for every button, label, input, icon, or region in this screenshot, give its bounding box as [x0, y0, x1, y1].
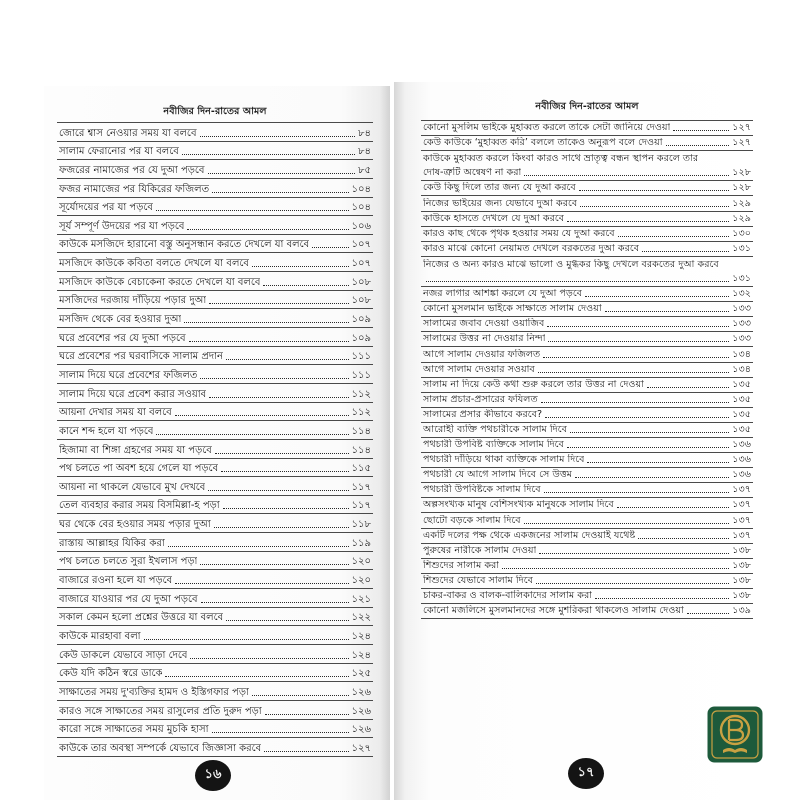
toc-entry-page: ১৩৩	[732, 303, 751, 315]
toc-entry	[57, 477, 373, 496]
dot-leader	[209, 303, 348, 304]
toc-entry-page: ১৩৬	[732, 469, 751, 481]
toc-entry	[421, 196, 753, 211]
dot-leader	[215, 453, 349, 454]
toc-entry-page: ১১২	[351, 388, 371, 400]
dot-leader	[548, 341, 729, 342]
toc-entry-title: দোষ-ত্রুটি অন্বেষণ না করা	[423, 167, 522, 179]
toc-entry	[57, 608, 373, 627]
toc-entry-page: ১৩৮	[732, 544, 751, 556]
toc-entry-page: ৮৫	[358, 164, 371, 176]
toc-entry-page: ১২০	[351, 575, 371, 587]
toc-entry-title: তেল ব্যবহার করার সময় বিসমিল্লা-হ পড়া	[59, 500, 220, 512]
publisher-emblem-icon	[707, 706, 763, 763]
dot-leader	[543, 357, 729, 358]
toc-entry-title: কেউ ডাকলে যেভাবে সাড়া দেবে	[59, 649, 188, 661]
toc-entry-title: মসজিদে কাউকে কবিতা বলতে দেখলে যা বলবে	[59, 258, 249, 270]
toc-entry-title: আয়না না থাকলে যেভাবে মুখ দেখবে	[59, 481, 206, 493]
dot-leader	[264, 751, 348, 752]
toc-entry-title: বাজারে যাওয়ার পর যে দুআ পড়বে	[59, 593, 198, 605]
dot-leader	[221, 471, 348, 472]
toc-entry	[57, 682, 373, 701]
dot-leader	[524, 175, 729, 176]
dot-leader	[226, 359, 349, 360]
toc-entry	[57, 720, 373, 739]
toc-entry	[57, 626, 373, 645]
dot-leader	[575, 477, 729, 478]
dot-leader	[263, 285, 348, 286]
dot-leader	[524, 523, 730, 524]
toc-entry-title: সালাম প্রচার-প্রসারের ফযিলত	[423, 393, 538, 405]
toc-entry-page: ১১৯	[351, 537, 371, 549]
toc-entry-title: কারও মাঝে কোনো নেয়ামত দেখলে বরকতের দুআ করবে	[423, 242, 640, 254]
toc-entry-page: ১১৭	[351, 481, 371, 493]
toc-entry	[57, 160, 373, 179]
toc-entry-title: কোনো মুসলমান ভাইকে সাক্ষাতে সালাম দেওয়া	[423, 303, 602, 315]
toc-entry-title: ছোটো বড়কে সালাম দিবে	[423, 514, 521, 526]
dot-leader	[579, 190, 730, 191]
dot-leader	[539, 553, 729, 554]
dot-leader	[209, 397, 348, 398]
toc-entry	[57, 440, 373, 459]
toc-entry-page: ১২৮	[732, 182, 751, 194]
toc-entry	[57, 253, 373, 272]
toc-entry-page: ১০৮	[351, 276, 371, 288]
toc-entry-title: সালাম দিয়ে ঘরে প্রবেশ করার সওয়াব	[59, 388, 207, 400]
dot-leader	[585, 296, 729, 297]
toc-entry	[57, 496, 373, 515]
toc-entry	[421, 438, 753, 453]
dot-leader	[587, 462, 729, 463]
toc-entry-page: ১৩০	[732, 227, 751, 239]
toc-entry-title: নজর লাগার আশঙ্কা করলে যে দুআ পড়বে	[423, 288, 583, 300]
toc-entry-page: ১১২	[351, 407, 371, 419]
toc-entry-title: ফজর নামাজের পর যিকিরের ফজিলত	[59, 183, 210, 195]
toc-entry-page: ১২৬	[351, 724, 371, 736]
dot-leader	[538, 372, 730, 373]
toc-entry-title: পথ চলতে চলতে সুরা ইখলাস পড়া	[59, 556, 198, 568]
toc-entry-title: হিজামা বা শিঙ্গা গ্রহণের সময় যা পড়বে	[59, 444, 212, 456]
toc-entry-page: ১০৯	[351, 332, 371, 344]
dot-leader	[595, 598, 729, 599]
toc-entry-page: ১৩৫	[732, 408, 751, 420]
dot-leader	[200, 378, 348, 379]
toc-entry	[421, 498, 753, 513]
toc-entry-page: ১৩২	[732, 288, 751, 300]
toc-entry-page: ১০৪	[351, 183, 371, 195]
toc-entry	[57, 198, 373, 217]
toc-entry-title: সালামের উত্তর না দেওয়ার নিন্দা	[423, 333, 546, 345]
toc-entry	[421, 242, 753, 257]
toc-entry-title: সালামের প্রসার কীভাবে করবে?	[423, 408, 543, 420]
toc-entry-title: আয়না দেখার সময় যা বলবে	[59, 407, 172, 419]
toc-entry-title: শিশুদের যেভাবে সালাম দিবে	[423, 574, 533, 586]
toc-entry-title: কাউকে মসজিদে হারানো বস্তু অনুসন্ধান করতে দেখলে যা বলবে	[59, 239, 310, 251]
toc-entry	[421, 332, 753, 347]
toc-entry-title: কাউকে মুহাব্বত করলে কিংবা কারও সাথে ভ্রাতৃত্ব বন্ধন স্থাপন করলে তার	[423, 153, 699, 165]
toc-entry	[421, 544, 753, 559]
dot-leader	[175, 583, 348, 584]
toc-entry-title: মসজিদে কাউকে বেচাকেনা করতে দেখলে যা বলবে	[59, 276, 261, 288]
dot-leader	[187, 229, 348, 230]
dot-leader	[252, 695, 349, 696]
toc-entry	[57, 235, 373, 254]
page-number-badge: ১৭	[568, 758, 604, 789]
toc-entry-title: পথচারী উপবিষ্ট ব্যক্তিকে সালাম দিবে	[423, 439, 564, 451]
toc-entry-page: ১৩৯	[732, 605, 751, 617]
toc-entry-page: ১৩৬	[732, 454, 751, 466]
toc-entry	[421, 483, 753, 498]
dot-leader	[214, 527, 349, 528]
toc-entry-page: ১২৫	[351, 668, 371, 680]
toc-entry-title: কেউ যদি কঠিন স্বরে ডাকে	[59, 668, 163, 680]
dot-leader	[605, 311, 730, 312]
toc-entry	[421, 393, 753, 408]
toc-entry-title: সকাল কেমন হলো প্রশ্নের উত্তরে যা বলবে	[59, 612, 224, 624]
toc-entry	[421, 317, 753, 332]
dot-leader	[647, 387, 729, 388]
toc-entry-title: নিজের ও অন্য কারও মাঝে ভালো ও মুগ্ধকর কিছু দেখলে বরকতের দুআ করবে	[423, 258, 719, 270]
dot-leader	[208, 490, 348, 491]
toc-entry-page: ১২২	[351, 612, 371, 624]
dot-leader	[208, 173, 356, 174]
dot-leader	[212, 192, 348, 193]
toc-entry-title: কোনো মুসলিম ভাইকে মুহাব্বত করলে তাকে সেটা জানিয়ে দেওয়া	[423, 122, 671, 134]
toc-entry-title: সালাম দিয়ে ঘরে প্রবেশের ফজিলত	[59, 369, 198, 381]
toc-entry-title: কারো সঙ্গে সাক্ষাতের সময় মুচকি হাসা	[59, 724, 209, 736]
toc-entry	[57, 645, 373, 664]
toc-entry-title: পথচারী যে আগে সালাম দিবে সে উত্তম	[423, 469, 573, 481]
toc-entry-page: ১৩৬	[732, 439, 751, 451]
toc-entry-title: আরোহী ব্যক্তি পথচারীকে সালাম দিবে	[423, 423, 567, 435]
publisher-logo	[707, 706, 763, 763]
dot-leader	[252, 266, 349, 267]
toc-entry-title: কোনো মজলিসে মুসলমানদের সঙ্গে মুশরিকরা থাকলেও সালাম দেওয়া	[423, 605, 684, 617]
dot-leader	[182, 154, 355, 155]
toc-entry-page: ১১৪	[351, 444, 371, 456]
toc-entry-title: পুরুষের নারীকে সালাম দেওয়া	[423, 544, 537, 556]
toc-entry	[57, 272, 373, 291]
toc-entry-page: ১০৮	[351, 295, 371, 307]
toc-entry-title: কানে শব্দ হলে যা পড়বে	[59, 425, 154, 437]
toc-entry-title: ঘর থেকে বের হওয়ার সময় পড়ার দুআ	[59, 519, 211, 531]
toc-entry-page: ১২৬	[351, 686, 371, 698]
toc-entry-title: রাস্তায় আল্লাহর যিকির করা	[59, 537, 165, 549]
dot-leader	[617, 507, 730, 508]
dot-leader	[567, 447, 729, 448]
dot-leader	[547, 326, 729, 327]
toc-entry	[421, 574, 753, 589]
table-of-contents-list	[57, 122, 373, 757]
toc-entry-continued	[421, 151, 753, 166]
toc-entry	[421, 468, 753, 483]
left-page	[44, 86, 390, 800]
toc-entry-title: মসজিদের দরজায় দাঁড়িয়ে পড়ার দুআ	[59, 295, 207, 307]
toc-entry-title: নিজের ভাইয়ের জন্য যেভাবে দুআ করবে	[423, 197, 578, 209]
toc-entry	[421, 423, 753, 438]
toc-entry-title: একটি দলের পক্ষ থেকে একজনের সালাম দেওয়াই যথেষ্ট	[423, 529, 636, 541]
toc-entry	[421, 302, 753, 317]
dot-leader	[144, 639, 349, 640]
dot-leader	[156, 210, 349, 211]
toc-entry-page: ১০৪	[351, 202, 371, 214]
toc-entry-page: ১৩৮	[732, 574, 751, 586]
toc-entry-page: ১১৭	[351, 500, 371, 512]
toc-entry-title: মসজিদ থেকে বের হওয়ার দুআ	[59, 314, 182, 326]
toc-entry-page: ১২৯	[732, 197, 751, 209]
dot-leader	[156, 434, 348, 435]
toc-entry-title: কাউকে মারহাবা বলা	[59, 630, 141, 642]
toc-entry-page: ১৩১	[732, 273, 751, 285]
toc-entry-page: ১১১	[351, 351, 371, 363]
toc-entry-title: জোরে শ্বাস নেওয়ার সময় যা বলবে	[59, 127, 197, 139]
toc-entry-title: সূর্য সম্পূর্ণ উদয়ের পর যা পড়বে	[59, 220, 185, 232]
toc-entry	[57, 216, 373, 235]
toc-entry-title: শিশুদের সালাম করা	[423, 559, 500, 571]
toc-entry	[421, 287, 753, 302]
toc-entry-page: ১০৭	[351, 239, 371, 251]
toc-entry	[421, 181, 753, 196]
toc-entry-title: কাউকে হাসতে দেখলে যে দুআ করবে	[423, 212, 565, 224]
toc-entry-title: ফজরের নামাজের পর যে দুআ পড়বে	[59, 164, 205, 176]
toc-entry-continued	[421, 257, 753, 272]
dot-leader	[536, 583, 729, 584]
dot-leader	[168, 546, 349, 547]
dot-leader	[687, 613, 729, 614]
toc-entry	[421, 212, 753, 227]
toc-entry-page: ১৩৭	[732, 514, 751, 526]
running-head: নবীজির দিন-রাতের আমল	[535, 101, 639, 112]
toc-entry	[57, 328, 373, 347]
toc-entry	[57, 533, 373, 552]
dot-leader	[567, 221, 729, 222]
toc-entry-title: কারও সঙ্গে সাক্ষাতের সময় রাসুলের প্রতি দুরুদ পড়া	[59, 705, 262, 717]
toc-entry-page: ১২৭	[351, 742, 371, 754]
toc-entry-title: চাকর-বাকর ও বালক-বালিকাদের সালাম করা	[423, 590, 593, 601]
toc-entry-title: সালাম ফেরানোর পর যা বলবে	[59, 146, 179, 158]
dot-leader	[570, 432, 729, 433]
toc-entry-page: ১৩৩	[732, 333, 751, 345]
toc-entry-page: ১১৫	[351, 463, 371, 475]
dot-leader	[175, 415, 349, 416]
toc-entry-title: পথচারী দাঁড়িয়ে থাকা ব্যক্তিকে সালাম দিবে	[423, 454, 585, 466]
toc-entry-title: কেউ কাউকে ‘মুহাব্বত করি’ বললে তাকেও অনুরূপ বলে দেওয়া	[423, 137, 663, 149]
toc-entry	[57, 179, 373, 198]
dot-leader	[165, 676, 348, 677]
toc-entry	[57, 421, 373, 440]
toc-entry-title: পথচারী উপবিষ্টকে সালাম দিবে	[423, 484, 541, 496]
toc-entry	[421, 136, 753, 151]
toc-entry	[421, 513, 753, 528]
dot-leader	[618, 236, 730, 237]
dot-leader	[544, 492, 730, 493]
dot-leader	[212, 732, 349, 733]
toc-entry	[421, 227, 753, 242]
toc-entry-page: ১১৪	[351, 425, 371, 437]
toc-entry-page: ১০৭	[351, 258, 371, 270]
toc-entry-page: ১১১	[351, 369, 371, 381]
toc-entry-page: ১২৪	[351, 649, 371, 661]
toc-entry	[421, 589, 753, 604]
toc-entry	[57, 552, 373, 571]
toc-entry-page: ১৩৭	[732, 499, 751, 511]
dot-leader	[200, 136, 355, 137]
toc-entry	[57, 459, 373, 478]
dot-leader	[190, 658, 348, 659]
toc-entry-page: ১৩৩	[732, 318, 751, 330]
dot-leader	[642, 251, 729, 252]
toc-entry-page: ১৩৭	[732, 484, 751, 496]
toc-entry	[57, 664, 373, 683]
toc-entry-page: ১২৬	[351, 705, 371, 717]
toc-entry-page: ১৩৮	[732, 590, 751, 601]
toc-entry-title: বাজারে রওনা হলে যা পড়বে	[59, 575, 173, 587]
toc-entry-title: সালাম না দিয়ে কেউ কথা শুরু করলে তার উত্তর না দেওয়া	[423, 378, 644, 390]
toc-entry	[421, 378, 753, 393]
toc-entry-title: কেউ কিছু দিলে তার জন্য যে দুআ করবে	[423, 182, 576, 194]
toc-entry-page: ১৩৫	[732, 378, 751, 390]
toc-entry-page: ১৩৫	[732, 423, 751, 435]
toc-entry-page: ১৩৪	[732, 363, 751, 375]
toc-entry-title: কাউকে তার অবস্থা সম্পর্কে যেভাবে জিজ্ঞাসা করবে	[59, 742, 262, 754]
toc-entry	[421, 363, 753, 378]
toc-entry	[421, 559, 753, 574]
toc-entry-page: ১২৭	[732, 137, 751, 149]
toc-entry	[421, 272, 753, 287]
toc-entry-title: পথ চলতে পা অবশ হয়ে গেলে যা পড়বে	[59, 463, 219, 475]
toc-entry	[57, 309, 373, 328]
toc-entry	[57, 365, 373, 384]
toc-entry-title: সাক্ষাতের সময় দু'ব্যক্তির হামদ ও ইস্তিগফার পড়া	[59, 686, 249, 698]
toc-entry-page: ১২১	[351, 593, 371, 605]
toc-entry-title: অল্পসংখ্যক মানুষ বেশিসংখ্যক মানুষকে সালাম দিবে	[423, 499, 614, 511]
toc-entry	[57, 738, 373, 757]
toc-entry-title: ঘরে প্রবেশের পর ঘরবাসিকে সালাম প্রদান	[59, 351, 223, 363]
dot-leader	[312, 247, 348, 248]
toc-entry	[57, 291, 373, 310]
toc-entry-page: ১২৪	[351, 630, 371, 642]
toc-entry-title: আগে সালাম দেওয়ার ফজিলত	[423, 348, 541, 360]
toc-entry	[421, 408, 753, 423]
toc-entry	[57, 570, 373, 589]
toc-entry	[57, 589, 373, 608]
toc-entry	[421, 604, 753, 619]
toc-entry-title: সূর্যোদয়ের পর যা পড়বে	[59, 202, 153, 214]
toc-entry-title: ঘরে প্রবেশের পর যে দুআ পড়বে	[59, 332, 186, 344]
toc-entry	[421, 166, 753, 181]
toc-entry	[421, 121, 753, 136]
toc-entry-page: ১৩৭	[732, 529, 751, 541]
toc-entry	[421, 529, 753, 544]
toc-entry-page: ৮৪	[358, 127, 371, 139]
dot-leader	[189, 341, 349, 342]
toc-entry	[57, 403, 373, 422]
toc-entry	[57, 347, 373, 366]
right-page	[394, 82, 764, 800]
dot-leader	[265, 714, 349, 715]
toc-entry	[421, 347, 753, 362]
toc-entry-page: ১১৮	[351, 519, 371, 531]
dot-leader	[226, 620, 348, 621]
dot-leader	[545, 417, 729, 418]
toc-entry	[57, 142, 373, 161]
dot-leader	[426, 281, 729, 282]
toc-entry-page: ১৩৪	[732, 348, 751, 360]
toc-entry-page: ১৩১	[732, 242, 751, 254]
toc-entry-page: ১২০	[351, 556, 371, 568]
running-head: নবীজির দিন-রাতের আমল	[163, 106, 267, 117]
toc-entry-page: ১০৬	[351, 220, 371, 232]
dot-leader	[223, 508, 349, 509]
toc-entry	[421, 453, 753, 468]
toc-entry-page: ১৩৫	[732, 393, 751, 405]
dot-leader	[184, 322, 348, 323]
dot-leader	[502, 568, 729, 569]
page-number-badge: ১৬	[195, 760, 231, 791]
toc-entry-page: ৮৪	[358, 146, 371, 158]
table-of-contents-list	[421, 120, 753, 619]
toc-entry-title: সালামের জবাব দেওয়া ওয়াজিব	[423, 318, 545, 330]
dot-leader	[673, 130, 729, 131]
toc-entry	[57, 384, 373, 403]
toc-entry-page: ১০৯	[351, 314, 371, 326]
toc-entry-page: ১২৭	[732, 122, 751, 134]
toc-entry	[57, 701, 373, 720]
toc-entry-title: আগে সালাম দেওয়ার সওয়াব	[423, 363, 535, 375]
toc-entry-page: ১২৮	[732, 167, 751, 179]
dot-leader	[580, 206, 729, 207]
dot-leader	[541, 402, 730, 403]
toc-entry	[57, 123, 373, 142]
toc-entry-page: ১৩৮	[732, 559, 751, 571]
dot-leader	[201, 602, 349, 603]
toc-entry-title: কারও কাছ থেকে পৃথক হওয়ার সময় যে দুআ করবে	[423, 227, 615, 239]
dot-leader	[638, 538, 729, 539]
dot-leader	[666, 145, 730, 146]
toc-entry-page: ১২৯	[732, 212, 751, 224]
toc-entry	[57, 514, 373, 533]
dot-leader	[200, 564, 348, 565]
